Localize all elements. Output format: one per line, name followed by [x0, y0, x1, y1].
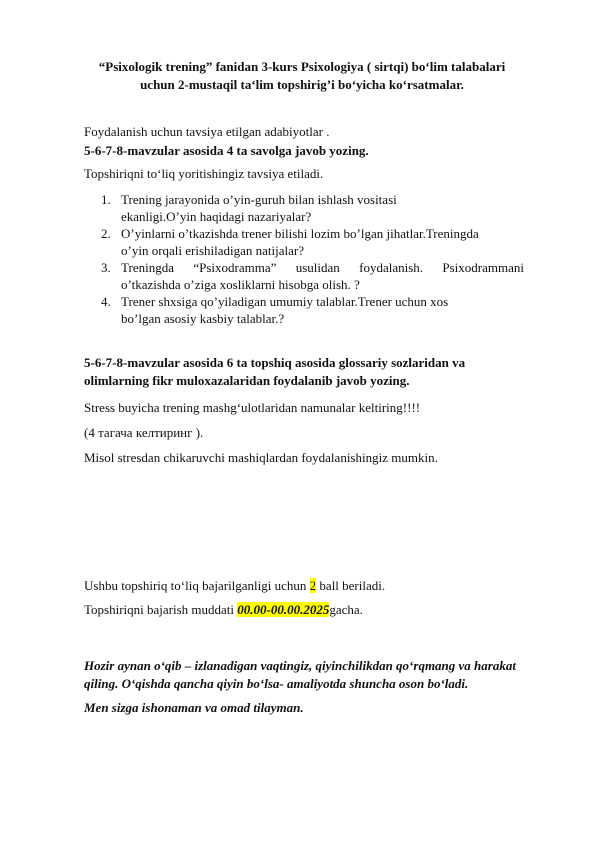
literature-note: Foydalanish uchun tavsiya etilgan adabiyotlar .: [84, 124, 330, 139]
grading-suffix: ball beriladi.: [316, 578, 386, 593]
deadline-suffix: gacha.: [329, 602, 363, 617]
grading-prefix: Ushbu topshiriq to‘liq bajarilganligi uchun: [84, 578, 310, 593]
closing-wish: Men sizga ishonaman va omad tilayman.: [84, 700, 304, 715]
motto-line-1: Hozir aynan o‘qib – izlanadigan vaqtingiz, qiyinchilikdan qo‘rqmang va harakat: [84, 658, 516, 673]
question-line-1: Trening jarayonida o’yin-guruh bilan ishlash vositasi: [121, 192, 397, 207]
recommendation-text: Topshiriqni to‘liq yoritishingiz tavsiya etiladi.: [84, 166, 324, 181]
deadline-text: [84, 602, 363, 618]
task2-heading-line-1: 5-6-7-8-mavzular asosida 6 ta topshiq asosida glossariy sozlaridan va: [84, 355, 466, 370]
task1-heading: 5-6-7-8-mavzular asosida 4 ta savolga javob yozing.: [84, 143, 369, 158]
question-item: [84, 259, 524, 293]
question-line-2: ekanligi.O’yin haqidagi nazariyalar?: [121, 209, 312, 224]
deadline-prefix: Topshiriqni bajarish muddati: [84, 602, 238, 617]
question-item: [84, 191, 524, 225]
question-item: [84, 293, 524, 327]
question-line-1: Treningda “Psixodramma” usulidan foydalanish. Psixodrammani: [121, 260, 524, 275]
title-line-1: “Psixologik trening” fanidan 3-kurs Psixologiya ( sirtqi) bo‘lim talabalari: [98, 59, 506, 74]
task2-heading: [84, 354, 550, 390]
question-line-1: Trener shxsiga qo’yiladigan umumiy talablar.Trener uchun xos: [121, 294, 449, 309]
question-number: 3.: [101, 260, 111, 275]
example-note: Misol stresdan chikaruvchi mashiqlardan foydalanishingiz mumkin.: [84, 450, 438, 465]
document-title: [60, 58, 544, 94]
question-line-2: o’yin orqali erishiladigan natijalar?: [121, 243, 305, 258]
question-item: [84, 225, 524, 259]
ball-value-highlight: 2: [309, 578, 317, 593]
stress-task-text: Stress buyicha trening mashg‘ulotlaridan namunalar keltiring!!!!: [84, 400, 421, 415]
grading-text: [84, 578, 385, 594]
question-number: 2.: [101, 226, 111, 241]
title-line-2: uchun 2-mustaqil ta‘lim topshirig’i bo‘yicha ko‘rsatmalar.: [140, 77, 464, 92]
question-line-2: bo’lgan asosiy kasbiy talablar.?: [121, 311, 285, 326]
question-number: 1.: [101, 192, 111, 207]
motto-line-2: qiling. O‘qishda qancha qiyin bo‘lsa- amaliyotda shuncha oson bo‘ladi.: [84, 676, 469, 691]
question-line-1: O’yinlarni o’tkazishda trener bilishi lozim bo’lgan jihatlar.Treningda: [121, 226, 479, 241]
question-list: [84, 191, 524, 327]
task2-heading-line-2: olimlarning fikr muloxazalaridan foydalanib javob yozing.: [84, 373, 410, 388]
question-number: 4.: [101, 294, 111, 309]
count-note: (4 тагача келтиринг ).: [84, 425, 204, 440]
question-line-2: o’tkazishda o’ziga xosliklarni hisobga olish. ?: [121, 277, 360, 292]
deadline-value-highlight: 00.00-00.00.2025: [237, 602, 330, 617]
motto-paragraph: [84, 657, 554, 693]
